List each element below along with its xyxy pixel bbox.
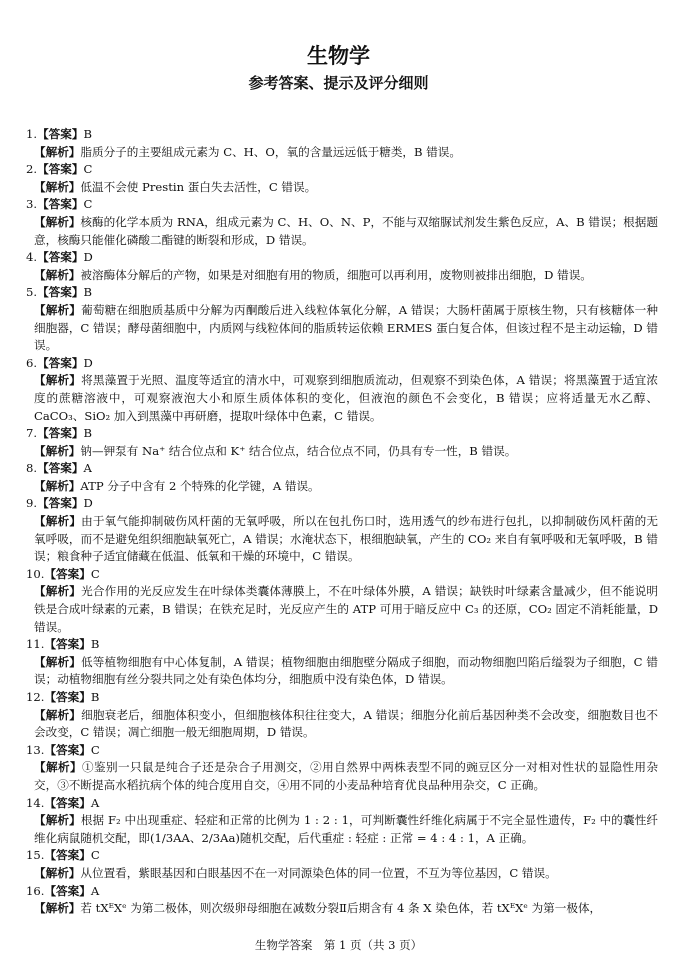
answer-value: D [83,250,93,265]
analysis-line [34,900,658,918]
question-number: 13. [26,742,45,757]
answer-value: C [90,742,100,757]
answer-line [26,566,658,584]
question-item [26,355,658,425]
answer-value: C [90,566,100,581]
page-footer: 生物学答案 第 1 页（共 3 页） [254,938,423,952]
answer-value: A [90,883,100,898]
analysis-label: 【解析】 [34,478,81,493]
analysis-line [34,214,658,249]
analysis-text: 根据 F₂ 中出现重症、轻症和正常的比例为 1 : 2 : 1，可判断囊性纤维化病属于不完全显性遗传，F₂ 中的囊性纤维化病鼠随机交配，即(1/3AA、2/3Aa)随机交配，后代重症 : 轻症 : 正常 = 4 : 4 : 1，A 正确。 [34,813,658,845]
answer-label: 【答案】 [37,426,84,441]
question-item [26,689,658,742]
answer-value: C [90,848,100,863]
analysis-line [34,144,658,162]
analysis-label: 【解析】 [34,144,81,159]
question-item [26,425,658,460]
answer-label: 【答案】 [37,162,84,177]
analysis-line [34,267,658,285]
answer-value: B [90,690,100,704]
analysis-text: 从位置看，紫眼基因和白眼基因不在一对同源染色体的同一位置，不互为等位基因，C 错误。 [80,865,557,880]
question-number: 5. [26,285,38,300]
question-item [26,249,658,284]
question-item [26,742,658,795]
analysis-text: 低等植物细胞有中心体复制，A 错误；植物细胞由细胞壁分隔成子细胞，而动物细胞凹陷后缢裂为子细胞，C 错误；动植物细胞有丝分裂共同之处有染色体均分，细胞质中没有染色体，D 错误。 [34,654,658,687]
question-item [26,883,658,918]
question-number: 12. [26,690,45,704]
page-title: 生物学 [307,44,370,68]
answer-line [26,425,658,443]
analysis-text: 细胞衰老后，细胞体积变小，但细胞核体积往往变大，A 错误；细胞分化前后基因种类不会改变，细胞数目也不会改变，C 错误；凋亡细胞一般无细胞周期，D 错误。 [34,707,658,740]
answer-value: D [83,355,93,370]
answer-line [26,742,658,760]
answer-value: A [83,461,92,476]
answer-label: 【答案】 [44,637,91,652]
answer-label: 【答案】 [37,250,84,265]
answer-value: C [83,162,93,177]
question-number: 8. [26,461,38,476]
answer-line [26,355,658,373]
analysis-label: 【解析】 [34,302,82,317]
analysis-label: 【解析】 [34,443,81,458]
answer-label: 【答案】 [37,496,84,511]
answer-line [26,495,658,513]
question-item [26,566,658,636]
analysis-text: 光合作用的光反应发生在叶绿体类囊体薄膜上，不在叶绿体外膜，A 错误；缺铁时叶绿素含量减少，但不能说明铁是合成叶绿素的元素，B 错误；在铁充足时，光反应产生的 ATP 可用于暗反应中 C₃ 的还原，CO₂ 固定不消耗能量，D 错误。 [34,584,658,634]
question-number: 1. [26,127,38,141]
answer-line [26,249,658,267]
answer-label: 【答案】 [44,690,91,704]
question-number: 10. [26,566,45,581]
answer-label: 【答案】 [37,355,84,370]
answer-label: 【答案】 [44,795,91,810]
analysis-line [34,865,658,883]
question-item [26,495,658,565]
answer-line [26,196,658,214]
question-item [26,636,658,689]
analysis-text: 由于氧气能抑制破伤风杆菌的无氧呼吸，所以在包扎伤口时，选用透气的纱布进行包扎，以抑制破伤风杆菌的无氧呼吸，而不是避免组织细胞缺氧死亡，A 错误；水淹状态下，根细胞缺氧，产生的 CO₂ 来自有氧呼吸和无氧呼吸，B 错误；粮食种子适宜储藏在低温、低氧和干燥的环境中，C 错误。 [34,514,658,564]
analysis-label: 【解析】 [34,707,82,722]
question-item [26,284,658,354]
answer-value: C [83,197,93,212]
question-number: 14. [26,795,45,810]
analysis-line [34,478,658,496]
question-number: 6. [26,355,38,370]
question-number: 16. [26,883,45,898]
answer-line [26,795,658,813]
analysis-text: 将黑藻置于光照、温度等适宜的清水中，可观察到细胞质流动，但观察不到染色体，A 错误；将黑藻置于适宜浓度的蔗糖溶液中，可观察液泡大小和原生质体体积的变化，但液泡的颜色不会变化，B 错误；应将适量无水乙醇、CaCO₃、SiO₂ 加入到黑藻中再研磨，提取叶绿体中色素，C 错误。 [34,373,658,423]
analysis-line [34,179,658,197]
question-item [26,847,658,882]
answer-list [26,126,658,918]
answer-label: 【答案】 [44,566,91,581]
answer-label: 【答案】 [37,285,84,300]
analysis-label: 【解析】 [34,214,81,229]
answer-line [26,883,658,901]
answer-label: 【答案】 [44,742,91,757]
question-number: 2. [26,162,38,177]
question-number: 9. [26,496,38,511]
answer-line [26,847,658,865]
answer-label: 【答案】 [44,883,91,898]
question-number: 11. [26,637,45,652]
analysis-text: 被溶酶体分解后的产物，如果是对细胞有用的物质，细胞可以再利用，废物则被排出细胞，D 错误。 [80,267,592,282]
question-item [26,196,658,249]
analysis-label: 【解析】 [34,179,81,194]
analysis-label: 【解析】 [34,373,82,388]
answer-label: 【答案】 [37,461,84,476]
answer-label: 【答案】 [37,197,84,212]
answer-line [26,460,658,478]
page-subtitle: 参考答案、提示及评分细则 [248,74,429,92]
analysis-line [34,443,658,461]
answer-value: B [90,637,100,652]
answer-line [26,161,658,179]
question-item [26,161,658,196]
analysis-label: 【解析】 [34,654,81,669]
analysis-line [34,583,658,636]
analysis-label: 【解析】 [34,584,82,599]
question-number: 3. [26,197,38,212]
analysis-text: 钠—钾泵有 Na⁺ 结合位点和 K⁺ 结合位点，结合位点不同，仍具有专一性，B 错误。 [80,443,517,458]
analysis-line [34,302,658,355]
analysis-label: 【解析】 [34,813,81,828]
question-item [26,126,658,161]
answer-value: B [83,285,92,300]
answer-value: B [83,426,92,441]
analysis-text: ①鉴别一只鼠是纯合子还是杂合子用测交，②用自然界中两株表型不同的豌豆区分一对相对性状的显隐性用杂交，③不断提高水稻抗病个体的纯合度用自交，④用不同的小麦品种培育优良品种用杂交，C 正确。 [34,760,658,792]
answer-label: 【答案】 [37,127,84,141]
analysis-text: 核酶的化学本质为 RNA，组成元素为 C、H、O、N、P，不能与双缩脲试剂发生紫色反应，A、B 错误；根据题意，核酶只能催化磷酸二酯键的断裂和形成，D 错误。 [34,214,658,247]
analysis-text: 低温不会使 Prestin 蛋白失去活性，C 错误。 [80,179,317,194]
analysis-text: ATP 分子中含有 2 个特殊的化学键，A 错误。 [80,478,320,493]
analysis-line [34,759,658,794]
analysis-text: 脂质分子的主要組成元素为 C、H、O，氧的含量远远低于糖类，B 错误。 [80,144,461,159]
answer-line [26,284,658,302]
answer-value: D [83,496,93,511]
answer-label: 【答案】 [44,848,91,863]
analysis-line [34,812,658,847]
analysis-line [34,654,658,689]
question-item [26,795,658,848]
analysis-text: 若 tXᴱXᵉ 为第二极体，则次级卵母细胞在减数分裂Ⅱ后期含有 4 条 X 染色体，若 tXᴱXᵉ 为第一极体， [80,901,602,916]
analysis-line [34,372,658,425]
analysis-line [34,513,658,566]
analysis-label: 【解析】 [34,514,82,529]
answer-value: A [90,795,100,810]
question-number: 15. [26,848,45,863]
analysis-line [34,707,658,742]
analysis-label: 【解析】 [34,901,81,916]
analysis-label: 【解析】 [34,865,81,880]
analysis-label: 【解析】 [34,760,83,775]
question-item [26,460,658,495]
answer-line [26,126,658,144]
question-number: 4. [26,250,38,265]
answer-line [26,636,658,654]
analysis-label: 【解析】 [34,267,81,282]
question-number: 7. [26,426,38,441]
analysis-text: 葡萄糖在细胞质基质中分解为丙酮酸后进入线粒体氧化分解，A 错误；大肠杆菌属于原核生物，只有核糖体一种细胞器，C 错误；酵母菌细胞中，内质网与线粒体间的脂质转运依赖 ERMES 蛋白复合体，但该过程不是主动运输，D 错误。 [34,302,658,353]
answer-line [26,689,658,707]
answer-value: B [83,127,92,141]
